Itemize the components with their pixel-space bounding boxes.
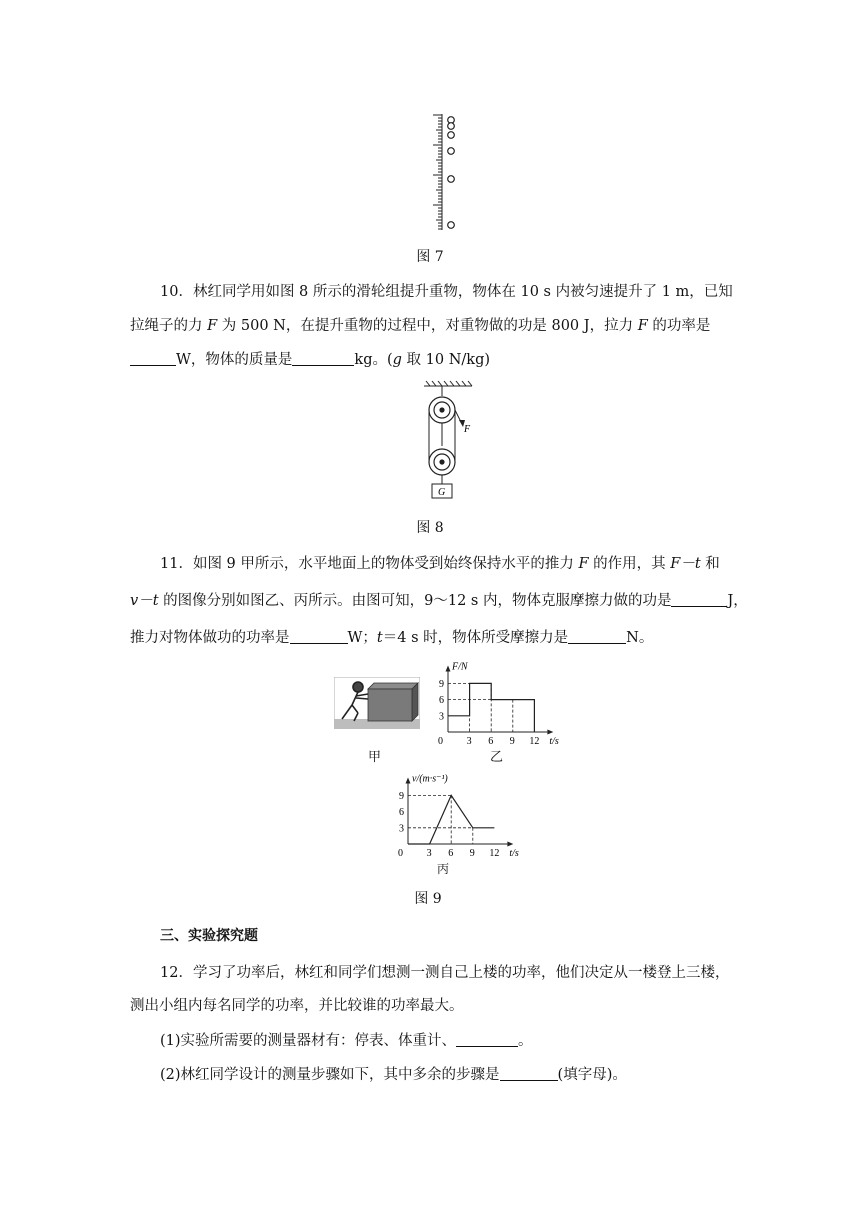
figure-8-pulley-diagram <box>418 380 478 504</box>
figure-9-yi-ft-chart <box>430 660 560 750</box>
q12-line-3: (1)实验所需要的测量器材有：停表、体重计、 。 <box>160 1033 533 1049</box>
y-tick-label: 6 <box>439 695 444 707</box>
figure-7-ruler-diagram <box>430 112 464 234</box>
force-label: F <box>464 424 471 435</box>
ball-image <box>448 222 455 229</box>
y-axis-label: v/(m·s⁻¹) <box>412 773 448 785</box>
figure-9-yi-label: 乙 <box>490 750 504 765</box>
fixed-pulley <box>429 397 455 423</box>
x-tick-label: 3 <box>466 736 472 747</box>
figure-9-bing-label: 丙 <box>437 862 450 876</box>
figure-9-caption: 图 9 <box>414 891 442 907</box>
box <box>368 683 418 721</box>
falling-ball-images <box>448 117 455 229</box>
q11-line-1: 11．如图 9 甲所示，水平地面上的物体受到始终保持水平的推力 F 的作用，其 F－t 和 <box>160 556 720 572</box>
q10-line-1: 10．林红同学用如图 8 所示的滑轮组提升重物，物体在 10 s 内被匀速提升了 1 m，已知 <box>160 284 733 300</box>
movable-pulley <box>429 449 455 475</box>
q12-line-2: 测出小组内每名同学的功率，并比较谁的功率最大。 <box>130 998 464 1014</box>
answer-blank-friction[interactable] <box>568 629 626 644</box>
y-axis-label: F/N <box>452 661 468 673</box>
y-tick-label: 3 <box>399 823 404 835</box>
ball-image <box>448 148 455 155</box>
x-tick-label: 12 <box>489 848 500 859</box>
answer-blank-instrument[interactable] <box>456 1032 518 1047</box>
figure-9-jia-label: 甲 <box>368 750 382 765</box>
y-axis-arrow <box>406 778 411 784</box>
section-3-heading: 三、实验探究题 <box>160 928 258 944</box>
x-tick-label: 12 <box>529 736 540 747</box>
answer-blank-power[interactable] <box>130 351 176 366</box>
q12-line-4: (2)林红同学设计的测量步骤如下，其中多余的步骤是 (填字母)。 <box>160 1067 627 1083</box>
x-tick-label: 0 <box>438 736 443 747</box>
x-tick-label: 6 <box>488 736 494 747</box>
y-tick-label: 9 <box>439 678 444 690</box>
figure-9-bing-vt-chart <box>390 772 520 862</box>
x-axis-arrow <box>547 730 553 735</box>
answer-blank-work[interactable] <box>671 592 727 607</box>
q12-line-1: 12．学习了功率后，林红和同学们想测一测自己上楼的功率，他们决定从一楼登上三楼， <box>160 965 730 981</box>
x-axis-label: t/s <box>549 736 559 747</box>
x-tick-label: 9 <box>509 736 515 747</box>
y-tick-label: 9 <box>399 790 404 802</box>
x-axis-arrow <box>507 842 513 847</box>
y-tick-label: 3 <box>439 711 444 723</box>
answer-blank-power-2[interactable] <box>290 629 348 644</box>
answer-blank-mass[interactable] <box>292 351 354 366</box>
figure-7-caption: 图 7 <box>416 249 444 265</box>
ball-image <box>448 132 455 139</box>
ruler-scale <box>433 114 442 230</box>
answer-blank-extra-step[interactable] <box>500 1066 558 1081</box>
x-tick-label: 9 <box>469 848 475 859</box>
figure-8-caption: 图 8 <box>416 520 444 536</box>
q10-line-3: W，物体的质量是 kg。(g 取 10 N/kg) <box>130 348 490 369</box>
q11-line-2: v－t 的图像分别如图乙、丙所示。由图可知，9～12 s 内，物体克服摩擦力做的功是 J， <box>130 593 748 609</box>
x-tick-label: 0 <box>398 848 403 859</box>
x-axis-label: t/s <box>509 848 519 859</box>
y-axis-arrow <box>446 666 451 672</box>
q10-line-2: 拉绳子的力 F 为 500 N，在提升重物的过程中，对重物做的功是 800 J，拉力 F 的功率是 <box>130 318 711 334</box>
ball-image <box>448 176 455 183</box>
q11-line-3: 推力对物体做功的功率是 W；t＝4 s 时，物体所受摩擦力是 N。 <box>130 630 654 646</box>
y-tick-label: 6 <box>399 807 404 819</box>
ball-image <box>448 123 455 130</box>
x-tick-label: 3 <box>426 848 432 859</box>
figure-9-jia-push-illustration <box>334 677 420 729</box>
x-tick-label: 6 <box>448 848 454 859</box>
weight-label: G <box>438 487 446 498</box>
ceiling-support <box>424 381 472 396</box>
